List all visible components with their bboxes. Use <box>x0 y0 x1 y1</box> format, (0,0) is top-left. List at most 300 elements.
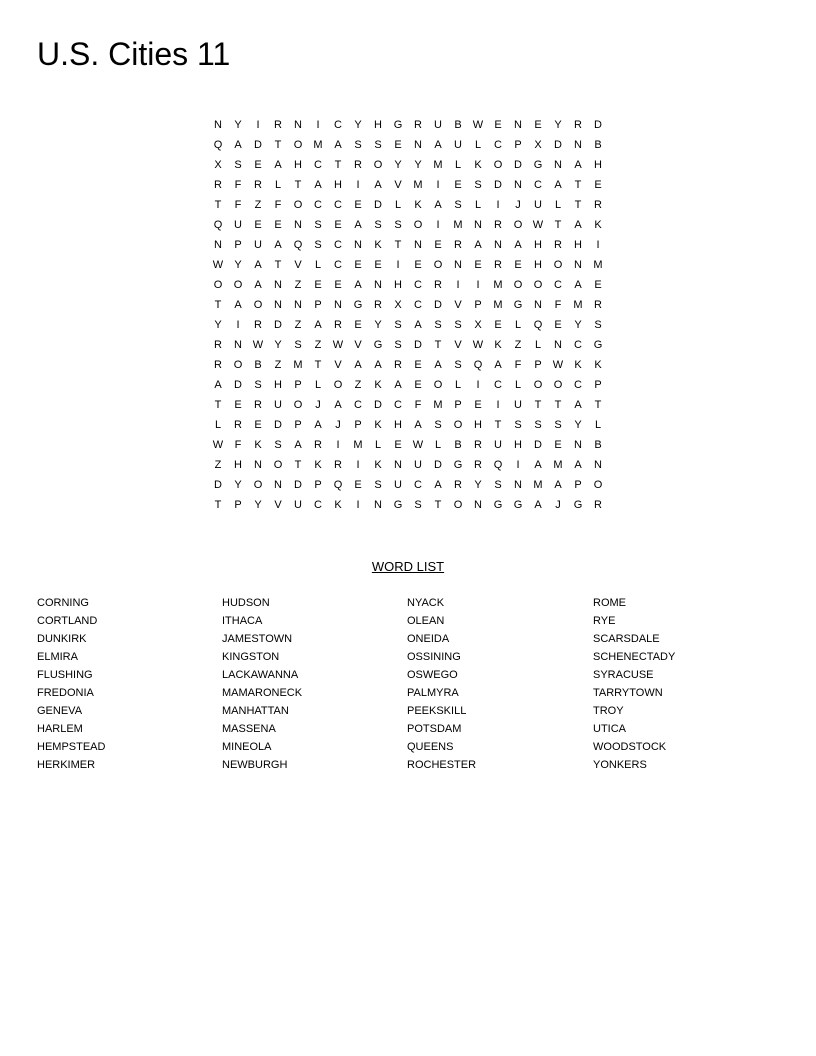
grid-cell: D <box>494 179 502 191</box>
grid-cell: K <box>374 379 382 391</box>
grid-cell: V <box>454 339 462 351</box>
grid-cell: Z <box>294 279 302 291</box>
grid-cell: K <box>334 499 342 511</box>
grid-cell: I <box>236 319 240 331</box>
grid-cell: Y <box>354 119 362 131</box>
grid-cell: R <box>414 119 422 131</box>
grid-cell: Y <box>254 499 262 511</box>
grid-cell: K <box>374 239 382 251</box>
grid-cell: S <box>434 419 442 431</box>
grid-cell: T <box>334 159 342 171</box>
grid-cell: F <box>414 399 422 411</box>
grid-cell: F <box>514 359 522 371</box>
grid-cell: O <box>533 379 543 391</box>
grid-cell: W <box>212 439 224 451</box>
word-list-item: ONEIDA <box>407 633 450 645</box>
grid-cell: T <box>554 219 562 231</box>
word-list-item: ROCHESTER <box>407 759 477 771</box>
grid-cell: G <box>593 339 603 351</box>
grid-cell: P <box>454 399 462 411</box>
grid-cell: D <box>414 339 422 351</box>
grid-cell: P <box>534 359 542 371</box>
grid-cell: W <box>332 339 344 351</box>
grid-cell: A <box>374 359 382 371</box>
grid-cell: R <box>594 499 602 511</box>
grid-cell: X <box>474 319 482 331</box>
grid-row <box>208 455 608 475</box>
grid-cell: C <box>574 339 582 351</box>
grid-row <box>208 295 608 315</box>
grid-cell: N <box>374 499 382 511</box>
grid-cell: X <box>534 139 542 151</box>
grid-cell: S <box>414 499 422 511</box>
word-list-column <box>222 594 402 774</box>
grid-cell: T <box>574 179 582 191</box>
grid-cell: N <box>214 119 222 131</box>
grid-cell: H <box>534 239 542 251</box>
grid-cell: T <box>214 499 222 511</box>
grid-cell: R <box>494 259 502 271</box>
grid-cell: F <box>234 439 242 451</box>
word-list-item: PALMYRA <box>407 687 459 699</box>
grid-cell: E <box>554 439 562 451</box>
grid-cell: E <box>354 199 362 211</box>
grid-cell: D <box>374 199 382 211</box>
grid-cell: D <box>514 159 522 171</box>
grid-cell: R <box>554 239 562 251</box>
grid-cell: C <box>494 379 502 391</box>
grid-cell: L <box>534 339 542 351</box>
grid-cell: Y <box>474 479 482 491</box>
grid-cell: R <box>254 179 262 191</box>
grid-cell: I <box>356 459 360 471</box>
grid-cell: N <box>554 339 562 351</box>
word-list-item: LACKAWANNA <box>222 669 299 681</box>
word-list-item: DUNKIRK <box>37 633 87 645</box>
grid-cell: O <box>213 279 223 291</box>
grid-cell: N <box>254 459 262 471</box>
grid-cell: K <box>314 459 322 471</box>
grid-cell: V <box>454 299 462 311</box>
grid-cell: H <box>234 459 242 471</box>
grid-cell: O <box>293 399 303 411</box>
grid-cell: S <box>294 339 302 351</box>
grid-cell: L <box>514 319 522 331</box>
grid-cell: C <box>394 399 402 411</box>
grid-cell: W <box>532 219 544 231</box>
grid-cell: F <box>554 299 562 311</box>
grid-cell: D <box>274 319 282 331</box>
grid-cell: M <box>573 299 583 311</box>
word-list-item: HERKIMER <box>37 759 96 771</box>
grid-cell: D <box>294 479 302 491</box>
grid-cell: O <box>553 259 563 271</box>
grid-cell: Y <box>414 159 422 171</box>
grid-cell: Y <box>574 319 582 331</box>
grid-cell: E <box>354 319 362 331</box>
grid-cell: H <box>594 159 602 171</box>
grid-cell: R <box>594 299 602 311</box>
grid-cell: N <box>574 439 582 451</box>
grid-cell: A <box>474 239 482 251</box>
grid-cell: L <box>514 379 522 391</box>
grid-cell: L <box>554 199 562 211</box>
grid-cell: Y <box>394 159 402 171</box>
grid-cell: H <box>334 179 342 191</box>
grid-cell: T <box>214 399 222 411</box>
grid-cell: F <box>274 199 282 211</box>
grid-cell: A <box>234 299 242 311</box>
grid-cell: E <box>474 399 482 411</box>
grid-row <box>208 155 608 175</box>
grid-cell: O <box>553 379 563 391</box>
grid-cell: D <box>534 439 542 451</box>
grid-row <box>208 215 608 235</box>
grid-cell: J <box>335 419 341 431</box>
grid-cell: A <box>434 359 442 371</box>
grid-row <box>208 135 608 155</box>
grid-cell: R <box>474 439 482 451</box>
grid-cell: Z <box>514 339 522 351</box>
grid-cell: S <box>354 139 362 151</box>
word-list-item: OLEAN <box>407 615 445 627</box>
grid-cell: S <box>314 239 322 251</box>
grid-cell: G <box>493 499 503 511</box>
grid-cell: N <box>574 139 582 151</box>
grid-cell: S <box>374 479 382 491</box>
grid-cell: K <box>254 439 262 451</box>
grid-cell: E <box>494 119 502 131</box>
grid-cell: A <box>414 319 422 331</box>
grid-cell: O <box>293 199 303 211</box>
grid-cell: L <box>274 179 282 191</box>
word-list-item: CORTLAND <box>37 615 98 627</box>
grid-cell: Y <box>554 119 562 131</box>
grid-cell: E <box>474 259 482 271</box>
word-list <box>37 594 797 774</box>
grid-cell: I <box>356 179 360 191</box>
grid-cell: N <box>414 139 422 151</box>
grid-cell: H <box>294 159 302 171</box>
grid-cell: G <box>393 499 403 511</box>
grid-cell: O <box>253 479 263 491</box>
grid-cell: O <box>493 159 503 171</box>
grid-cell: L <box>594 419 602 431</box>
grid-cell: U <box>414 459 422 471</box>
grid-cell: O <box>453 499 463 511</box>
grid-cell: A <box>354 219 362 231</box>
grid-cell: T <box>314 359 322 371</box>
grid-row <box>208 335 608 355</box>
grid-cell: Z <box>214 459 222 471</box>
grid-cell: E <box>254 219 262 231</box>
grid-cell: U <box>294 499 302 511</box>
grid-cell: K <box>594 219 602 231</box>
word-list-item: MAMARONECK <box>222 687 303 699</box>
grid-cell: M <box>493 299 503 311</box>
grid-cell: U <box>234 219 242 231</box>
grid-cell: I <box>496 199 500 211</box>
grid-cell: L <box>314 379 322 391</box>
grid-cell: O <box>593 479 603 491</box>
word-list-item: SCARSDALE <box>593 633 660 645</box>
grid-cell: D <box>374 399 382 411</box>
grid-cell: R <box>334 319 342 331</box>
grid-cell: T <box>214 199 222 211</box>
grid-cell: V <box>334 359 342 371</box>
grid-row <box>208 475 608 495</box>
grid-cell: L <box>394 199 402 211</box>
grid-cell: S <box>394 319 402 331</box>
grid-cell: S <box>474 179 482 191</box>
grid-cell: K <box>574 359 582 371</box>
grid-cell: S <box>314 219 322 231</box>
grid-cell: Y <box>234 259 242 271</box>
grid-cell: G <box>393 119 403 131</box>
grid-cell: N <box>334 299 342 311</box>
grid-cell: R <box>394 359 402 371</box>
grid-cell: I <box>436 179 440 191</box>
grid-cell: Y <box>214 319 222 331</box>
grid-cell: N <box>214 239 222 251</box>
word-list-item: OSWEGO <box>407 669 458 681</box>
grid-cell: I <box>396 259 400 271</box>
word-list-item: ITHACA <box>222 615 263 627</box>
grid-cell: Y <box>574 419 582 431</box>
word-list-item: POTSDAM <box>407 723 462 735</box>
grid-cell: R <box>334 459 342 471</box>
word-list-item: FLUSHING <box>37 669 93 681</box>
grid-cell: S <box>374 139 382 151</box>
grid-cell: R <box>574 119 582 131</box>
grid-cell: W <box>472 119 484 131</box>
grid-cell: E <box>434 239 442 251</box>
grid-cell: N <box>274 279 282 291</box>
grid-cell: T <box>394 239 402 251</box>
grid-cell: I <box>596 239 600 251</box>
grid-cell: C <box>414 299 422 311</box>
grid-cell: S <box>494 479 502 491</box>
grid-cell: M <box>533 479 543 491</box>
grid-cell: D <box>234 379 242 391</box>
grid-cell: O <box>273 459 283 471</box>
grid-cell: U <box>454 139 462 151</box>
grid-cell: C <box>574 379 582 391</box>
grid-cell: A <box>494 359 502 371</box>
grid-cell: D <box>254 139 262 151</box>
grid-cell: T <box>594 399 602 411</box>
grid-cell: A <box>434 479 442 491</box>
word-list-item: SYRACUSE <box>593 669 654 681</box>
grid-cell: K <box>414 199 422 211</box>
grid-cell: S <box>554 419 562 431</box>
grid-cell: R <box>594 199 602 211</box>
grid-cell: E <box>594 279 602 291</box>
grid-cell: E <box>494 319 502 331</box>
word-list-item: ROME <box>593 597 626 609</box>
grid-cell: G <box>573 499 583 511</box>
grid-cell: X <box>214 159 222 171</box>
grid-cell: N <box>274 299 282 311</box>
grid-cell: R <box>214 179 222 191</box>
grid-cell: S <box>394 339 402 351</box>
grid-cell: C <box>414 279 422 291</box>
grid-cell: O <box>453 419 463 431</box>
grid-cell: A <box>534 499 542 511</box>
grid-cell: K <box>594 359 602 371</box>
grid-cell: W <box>412 439 424 451</box>
grid-cell: C <box>414 479 422 491</box>
grid-cell: K <box>374 459 382 471</box>
grid-cell: A <box>534 459 542 471</box>
grid-cell: I <box>256 119 260 131</box>
grid-cell: T <box>434 339 442 351</box>
grid-cell: Q <box>293 239 303 251</box>
grid-cell: C <box>494 139 502 151</box>
grid-cell: Q <box>473 359 483 371</box>
grid-cell: P <box>594 379 602 391</box>
grid-cell: I <box>476 279 480 291</box>
grid-cell: L <box>434 439 442 451</box>
grid-cell: A <box>214 379 222 391</box>
word-list-column <box>593 594 773 774</box>
grid-cell: P <box>514 139 522 151</box>
grid-cell: M <box>433 159 443 171</box>
grid-cell: L <box>214 419 222 431</box>
grid-cell: V <box>354 339 362 351</box>
grid-cell: A <box>234 139 242 151</box>
grid-cell: Q <box>493 459 503 471</box>
grid-cell: Q <box>333 479 343 491</box>
grid-cell: N <box>374 279 382 291</box>
word-list-item: FREDONIA <box>37 687 94 699</box>
grid-cell: N <box>474 499 482 511</box>
grid-cell: N <box>294 219 302 231</box>
grid-cell: U <box>514 399 522 411</box>
grid-cell: A <box>574 219 582 231</box>
word-list-item: RYE <box>593 615 616 627</box>
grid-cell: H <box>514 439 522 451</box>
grid-cell: X <box>394 299 402 311</box>
grid-cell: Z <box>314 339 322 351</box>
grid-cell: C <box>314 499 322 511</box>
word-list-item: TROY <box>593 705 624 717</box>
grid-cell: E <box>394 439 402 451</box>
grid-cell: Q <box>213 219 223 231</box>
grid-cell: R <box>454 479 462 491</box>
grid-row <box>208 275 608 295</box>
grid-cell: Z <box>254 199 262 211</box>
grid-cell: O <box>433 259 443 271</box>
word-list-item: MINEOLA <box>222 741 272 753</box>
grid-cell: A <box>334 399 342 411</box>
word-list-item: MASSENA <box>222 723 276 735</box>
grid-cell: S <box>434 319 442 331</box>
grid-cell: D <box>434 299 442 311</box>
grid-cell: E <box>534 119 542 131</box>
grid-cell: E <box>334 279 342 291</box>
grid-cell: R <box>374 299 382 311</box>
grid-cell: S <box>254 379 262 391</box>
grid-cell: C <box>314 199 322 211</box>
grid-cell: L <box>454 379 462 391</box>
grid-cell: A <box>274 239 282 251</box>
grid-cell: G <box>373 339 383 351</box>
grid-cell: V <box>294 259 302 271</box>
grid-cell: R <box>234 419 242 431</box>
grid-cell: S <box>394 219 402 231</box>
grid-cell: P <box>314 299 322 311</box>
grid-cell: N <box>294 119 302 131</box>
grid-cell: P <box>314 479 322 491</box>
grid-cell: E <box>594 179 602 191</box>
grid-cell: Z <box>294 319 302 331</box>
grid-cell: R <box>314 439 322 451</box>
grid-cell: H <box>394 419 402 431</box>
grid-cell: U <box>534 199 542 211</box>
grid-cell: O <box>253 299 263 311</box>
grid-cell: Y <box>234 479 242 491</box>
grid-row <box>208 355 608 375</box>
grid-cell: A <box>294 439 302 451</box>
grid-cell: H <box>534 259 542 271</box>
grid-cell: C <box>554 279 562 291</box>
grid-cell: R <box>434 279 442 291</box>
grid-cell: M <box>313 139 323 151</box>
grid-cell: H <box>574 239 582 251</box>
grid-cell: E <box>414 379 422 391</box>
grid-cell: M <box>413 179 423 191</box>
grid-cell: B <box>254 359 262 371</box>
grid-cell: P <box>474 299 482 311</box>
grid-cell: S <box>594 319 602 331</box>
grid-cell: L <box>474 139 482 151</box>
grid-cell: K <box>474 159 482 171</box>
grid-cell: A <box>314 319 322 331</box>
grid-cell: S <box>534 419 542 431</box>
grid-cell: U <box>494 439 502 451</box>
grid-row <box>208 255 608 275</box>
grid-cell: Y <box>234 119 242 131</box>
grid-cell: I <box>316 119 320 131</box>
grid-cell: H <box>394 279 402 291</box>
grid-cell: W <box>212 259 224 271</box>
grid-cell: T <box>294 459 302 471</box>
word-list-item: NEWBURGH <box>222 759 288 771</box>
grid-cell: D <box>214 479 222 491</box>
grid-cell: R <box>214 339 222 351</box>
grid-cell: L <box>374 439 382 451</box>
grid-cell: T <box>214 299 222 311</box>
grid-cell: I <box>356 499 360 511</box>
grid-row <box>208 395 608 415</box>
grid-cell: N <box>514 179 522 191</box>
word-list-item: MANHATTAN <box>222 705 289 717</box>
grid-cell: Y <box>374 319 382 331</box>
grid-cell: B <box>594 439 602 451</box>
grid-cell: S <box>454 319 462 331</box>
grid-cell: G <box>533 159 543 171</box>
word-list-item: TARRYTOWN <box>593 687 663 699</box>
grid-cell: T <box>274 139 282 151</box>
grid-cell: S <box>454 199 462 211</box>
grid-cell: T <box>534 399 542 411</box>
grid-cell: A <box>394 379 402 391</box>
grid-cell: E <box>234 399 242 411</box>
word-list-item: UTICA <box>593 723 626 735</box>
grid-cell: O <box>233 359 243 371</box>
grid-cell: W <box>552 359 564 371</box>
